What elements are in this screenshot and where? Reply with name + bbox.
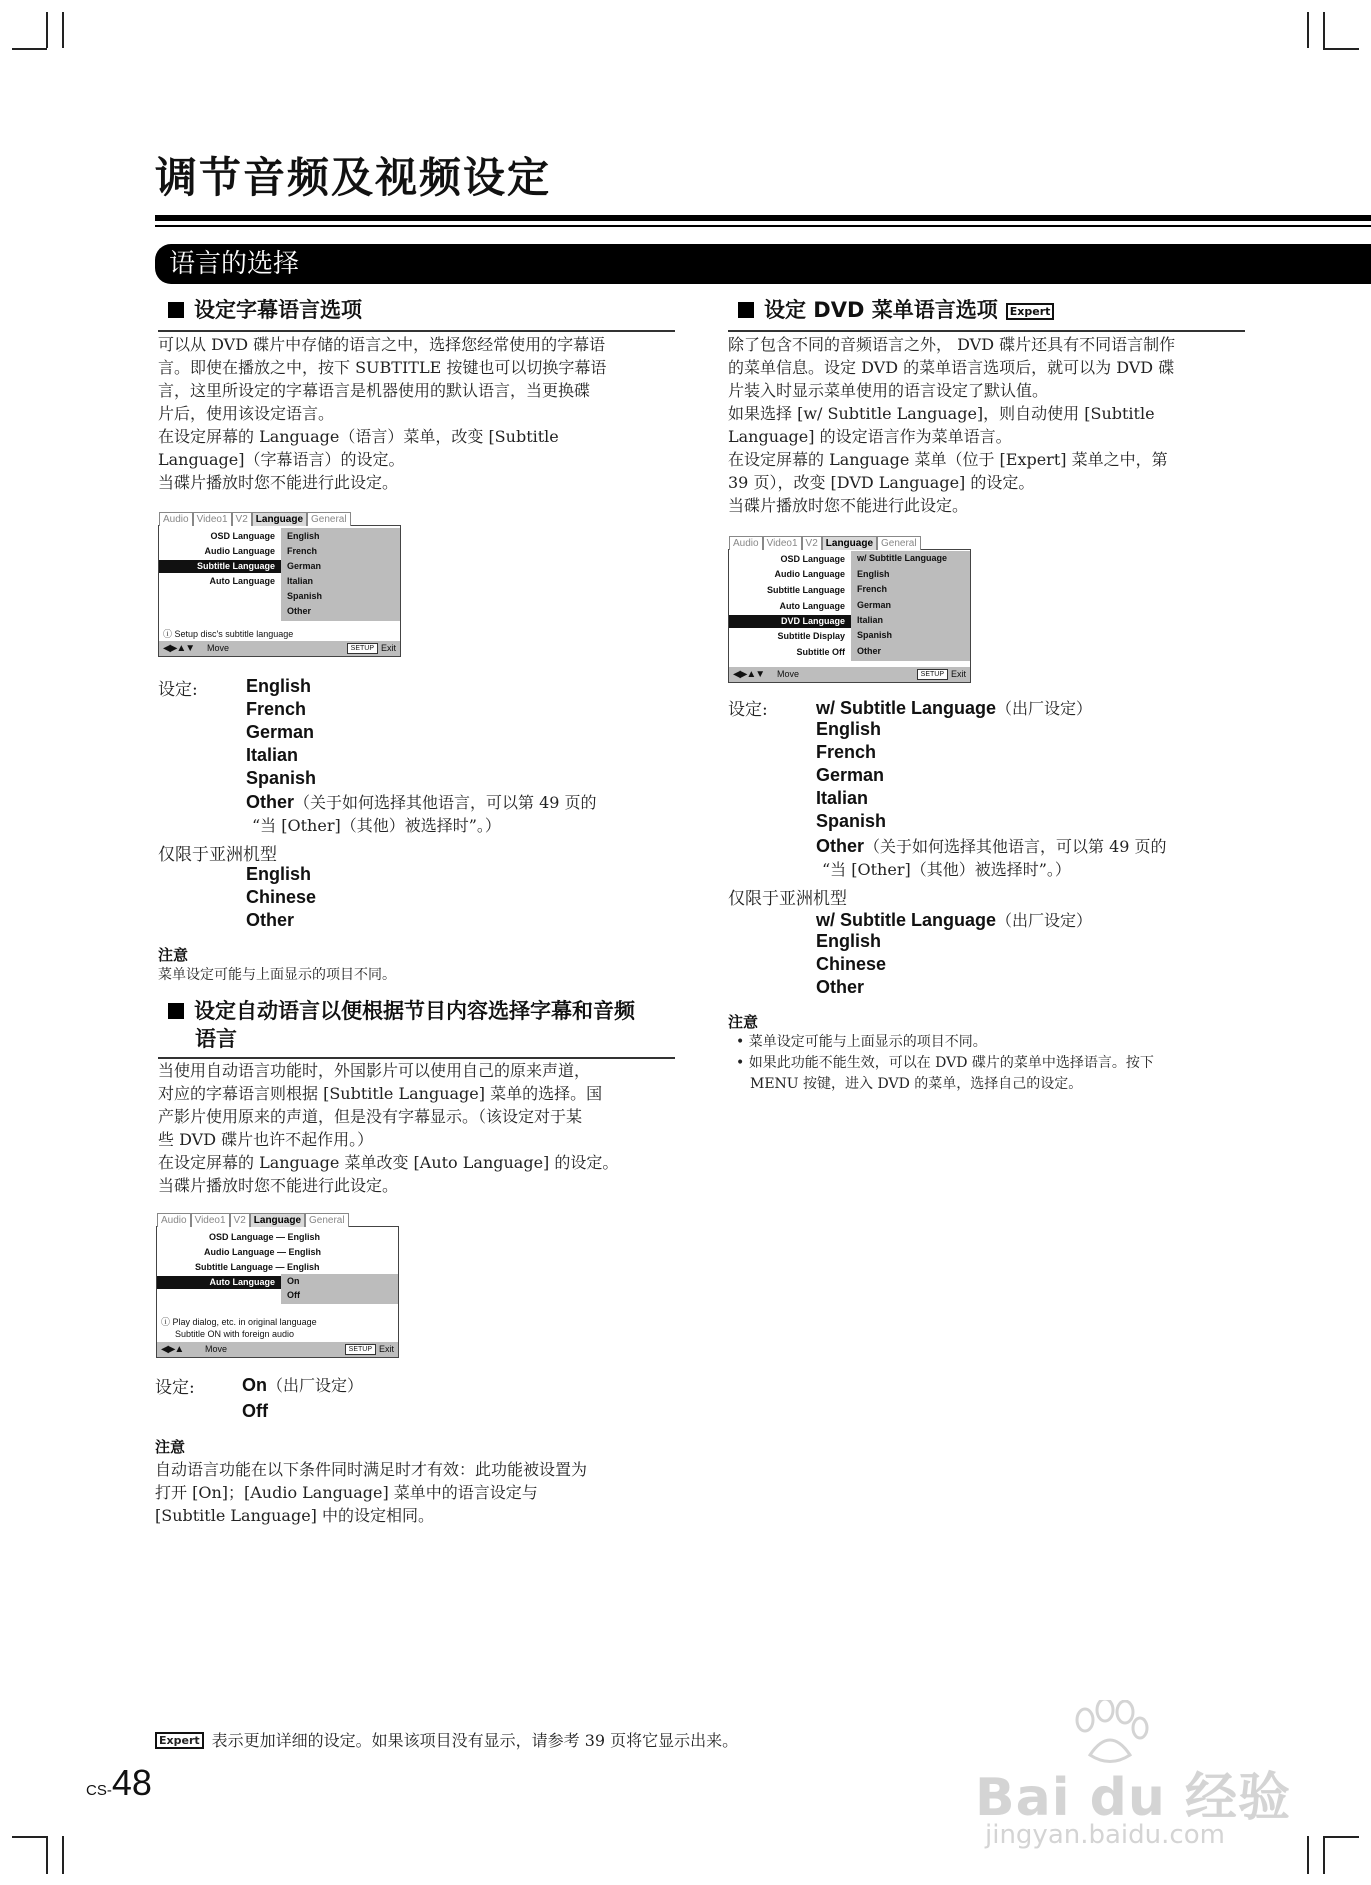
tab-language: Language [252, 512, 307, 526]
menu-footer: ◀▶▲ Move SETUP Exit [157, 1342, 398, 1357]
setting-option-off: Off [242, 1401, 268, 1421]
menu-row-selected: Subtitle Language [159, 560, 281, 573]
menu-row: OSD Language [210, 531, 275, 541]
menu-row: Audio Language [774, 569, 845, 579]
menu-option: Off [287, 1290, 300, 1300]
asia-option: Chinese [246, 887, 317, 907]
asia-option: English [246, 864, 312, 884]
note-heading: 注意 [728, 1013, 759, 1031]
watermark-url: jingyan.baidu.com [985, 1820, 1225, 1850]
note-heading: 注意 [158, 946, 189, 964]
menu-options-panel [281, 528, 400, 621]
setup-key-icon: SETUP [347, 643, 378, 654]
note-bullet: • 菜单设定可能与上面显示的项目不同。 [736, 1034, 987, 1050]
settings-label: 设定: [728, 700, 768, 720]
crop-mark [1323, 1836, 1359, 1838]
setting-option: English [816, 719, 882, 739]
navigation-arrows-icon: ◀▶▲▼ [733, 669, 765, 680]
subtitle-section-paragraph: 可以从 DVD 碟片中存储的语言之中，选择您经常使用的字幕语 言。即使在播放之中，按下 SUBTITLE 按键也可以切换字幕语 言，这里所设定的字幕语言是机器使用的默认语言，当更换碟 片后，使用该设定语言。 在设定屏幕的 Language（语言）菜单，改变 [Subtitle Language]（字幕语言）的设定。 当碟片播放时您不能进行此设定。 [158, 335, 607, 492]
menu-row: Audio Language [204, 546, 275, 556]
menu-tabs [159, 512, 351, 526]
auto-language-paragraph: 当使用自动语言功能时，外国影片可以使用自己的原来声道， 对应的字幕语言则根据 [Subtitle Language] 菜单的选择。国 产影片使用原来的声道，但是没有字幕显示。（该设定对于某 些 DVD 碟片也许不起作用。） 在设定屏幕的 Language 菜单改变 [Auto Language] 的设定。 当碟片播放时您不能进行此设定。 [158, 1061, 619, 1195]
asia-option: Other [816, 977, 865, 997]
settings-label: 设定: [155, 1378, 195, 1398]
setting-option: Spanish [816, 811, 887, 831]
other-note: “当 [Other]（其他）被选择时”。） [822, 860, 1071, 879]
note-text: 菜单设定可能与上面显示的项目不同。 [158, 967, 396, 983]
setting-option: Italian [816, 788, 869, 808]
auto-language-note: 自动语言功能在以下条件同时满足时才有效：此功能被设置为 打开 [On]；[Audio Language] 菜单中的语言设定与 [Subtitle Language] 中的设定相同。 [155, 1460, 588, 1525]
note-heading: 注意 [155, 1438, 186, 1456]
expert-footnote: Expert 表示更加详细的设定。如果该项目没有显示，请参考 39 页将它显示出来。 [155, 1728, 738, 1751]
tab-audio: Audio [729, 536, 763, 550]
menu-option: Italian [287, 576, 314, 586]
menu-tabs [157, 1213, 349, 1227]
menu-options-panel [281, 1274, 398, 1304]
menu-row-selected: Auto Language [157, 1276, 281, 1289]
menu-body [159, 526, 400, 643]
asia-label: 仅限于亚洲机型 [158, 845, 277, 865]
note-bullet: • 如果此功能不能生效，可以在 DVD 碟片的菜单中选择语言。按下 [736, 1055, 1154, 1071]
crop-mark [46, 12, 48, 48]
page-number: CS-48 [86, 1762, 152, 1803]
navigation-arrows-icon: ◀▶▲ [161, 1344, 184, 1355]
crop-mark [12, 48, 47, 50]
dvd-language-menu-screenshot [728, 538, 971, 683]
asia-label: 仅限于亚洲机型 [728, 889, 847, 909]
dvd-menu-language-paragraph: 除了包含不同的音频语言之外， DVD 碟片还具有不同语言制作 的菜单信息。设定 DVD 的菜单语言选项后，就可以为 DVD 碟 片装入时显示菜单使用的语言设定了默认值。 如果选择 [w/ Subtitle Language]，则自动使用 [Subtitle Language] 的设定语言作为菜单语言。 在设定屏幕的 Language 菜单（位于 [Expert] 菜单之中，第 39 页），改变 [DVD Language] 的设定。 当碟片播放时您不能进行此设定。 [728, 335, 1176, 515]
menu-option: Spanish [287, 591, 323, 601]
setting-option: English [246, 676, 312, 696]
subtitle-language-menu-screenshot [158, 514, 401, 657]
menu-option: French [857, 584, 888, 594]
menu-option: On [287, 1276, 300, 1286]
crop-mark [1307, 1836, 1309, 1874]
tab-audio: Audio [159, 512, 193, 526]
menu-body [729, 550, 970, 669]
tab-language: Language [250, 1213, 305, 1227]
menu-row: Subtitle Display [777, 631, 845, 641]
menu-option: English [857, 569, 890, 579]
menu-info-text: Subtitle ON with foreign audio [175, 1329, 295, 1339]
tab-video1: Video1 [191, 1213, 230, 1227]
menu-body [157, 1227, 398, 1344]
tab-language: Language [822, 536, 877, 550]
menu-row: Auto Language [209, 576, 275, 586]
asia-option: Chinese [816, 954, 887, 974]
expert-badge-icon: Expert [155, 1732, 204, 1749]
menu-option: German [857, 600, 892, 610]
section-banner: 语言的选择 [155, 244, 1371, 284]
menu-row: OSD Language [780, 554, 845, 564]
crop-mark [1323, 12, 1325, 48]
note-bullet-continued: MENU 按键，进入 DVD 的菜单，选择自己的设定。 [750, 1076, 1083, 1092]
menu-info-text: ⓘ Setup disc's subtitle language [163, 629, 294, 639]
menu-option: English [287, 531, 320, 541]
tab-v2: V2 [232, 512, 252, 526]
menu-option: Italian [857, 615, 884, 625]
menu-row-selected: DVD Language [729, 615, 851, 628]
asia-option-default: w/ Subtitle Language（出厂设定） [816, 910, 1093, 930]
setting-option: French [246, 699, 307, 719]
crop-mark [46, 1836, 48, 1874]
menu-row: OSD Language — English [209, 1232, 321, 1242]
setup-key-icon: SETUP [345, 1344, 376, 1355]
setting-option: German [246, 722, 315, 742]
menu-option: w/ Subtitle Language [857, 553, 948, 563]
tab-v2: V2 [802, 536, 822, 550]
menu-row: Subtitle Language — English [195, 1262, 320, 1272]
crop-mark [62, 12, 64, 48]
settings-label: 设定: [158, 680, 198, 700]
navigation-arrows-icon: ◀▶▲▼ [163, 643, 195, 654]
setting-option-on: On（出厂设定） [242, 1375, 364, 1395]
tab-video1: Video1 [193, 512, 232, 526]
menu-info-text: ⓘ Play dialog, etc. in original language [161, 1317, 317, 1327]
menu-options-panel [851, 551, 970, 661]
subtitle-section-heading: 设定字幕语言选项 [168, 296, 362, 324]
tab-video1: Video1 [763, 536, 802, 550]
title-rule-thin [155, 225, 1371, 227]
title-rule [155, 215, 1371, 221]
menu-footer: ◀▶▲▼ Move SETUP Exit [729, 667, 970, 682]
heading-rule [158, 330, 675, 332]
setting-option: German [816, 765, 885, 785]
square-bullet-icon [168, 302, 184, 318]
menu-row: Audio Language — English [204, 1247, 321, 1257]
setting-option-other: Other（关于如何选择其他语言，可以第 49 页的 [816, 836, 1167, 856]
auto-language-section-heading: 设定自动语言以便根据节目内容选择字幕和音频 语言 [168, 997, 688, 1053]
menu-option: Spanish [857, 630, 893, 640]
setup-key-icon: SETUP [917, 669, 948, 680]
setting-option: Spanish [246, 768, 317, 788]
crop-mark [1323, 1836, 1325, 1874]
tab-audio: Audio [157, 1213, 191, 1227]
tab-general: General [305, 1213, 349, 1227]
menu-option: French [287, 546, 318, 556]
square-bullet-icon [738, 302, 754, 318]
auto-language-menu-screenshot [156, 1215, 399, 1358]
crop-mark [1307, 12, 1309, 48]
menu-tabs [729, 536, 921, 550]
dvd-menu-language-heading: 设定 DVD 菜单语言选项 Expert [738, 296, 1054, 324]
baidu-watermark [975, 1700, 1305, 1860]
other-note: “当 [Other]（其他）被选择时”。） [252, 816, 501, 835]
asia-option: English [816, 931, 882, 951]
setting-option: French [816, 742, 877, 762]
watermark-text: Bai du 经验 [975, 1768, 1291, 1828]
menu-option: German [287, 561, 322, 571]
square-bullet-icon [168, 1003, 184, 1019]
menu-row: Subtitle Off [796, 647, 845, 657]
menu-row: Subtitle Language [766, 585, 845, 595]
menu-row: Auto Language [779, 601, 845, 611]
crop-mark [1323, 48, 1359, 50]
tab-general: General [877, 536, 921, 550]
page-title: 调节音频及视频设定 [155, 153, 552, 202]
menu-footer: ◀▶▲▼ Move SETUP Exit [159, 641, 400, 656]
expert-badge-icon: Expert [1006, 303, 1055, 320]
setting-option-default: w/ Subtitle Language（出厂设定） [816, 698, 1093, 718]
crop-mark [12, 1836, 47, 1838]
tab-v2: V2 [230, 1213, 250, 1227]
asia-option: Other [246, 910, 295, 930]
heading-rule [728, 330, 1245, 332]
menu-option: Other [857, 646, 882, 656]
menu-option: Other [287, 606, 312, 616]
setting-option: Italian [246, 745, 299, 765]
setting-option-other: Other（关于如何选择其他语言，可以第 49 页的 [246, 792, 597, 812]
crop-mark [62, 1836, 64, 1874]
tab-general: General [307, 512, 351, 526]
